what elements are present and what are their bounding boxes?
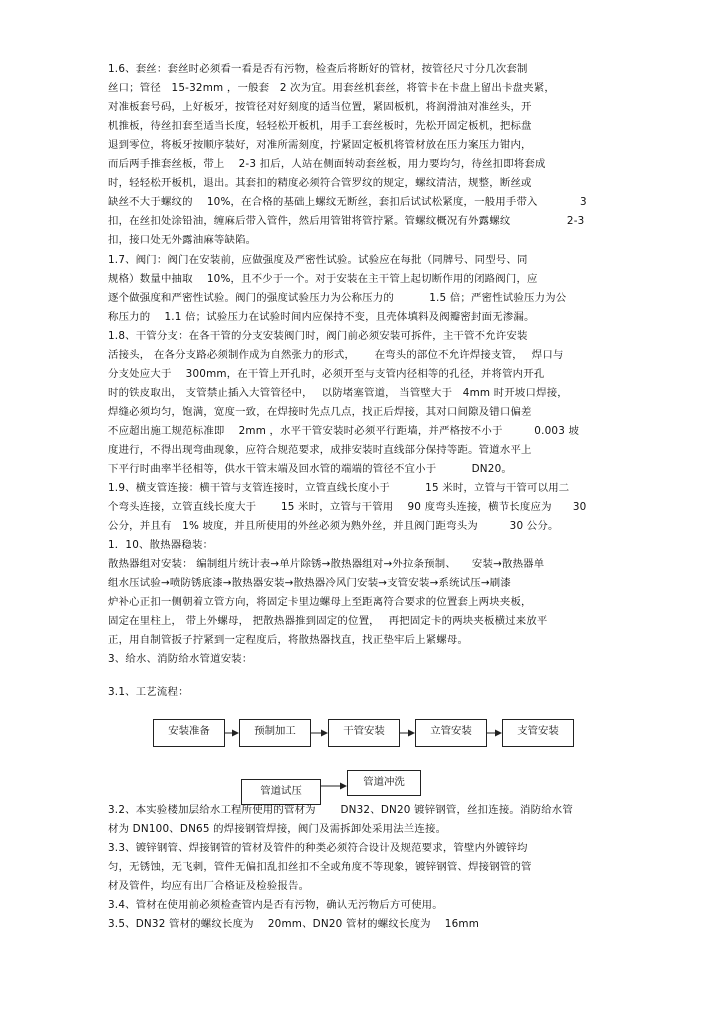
para-1-7-line-1: 1.7、阀门：阀门在安装前，应做强度及严密性试验。试验应在每批（同牌号、同型号、同 <box>108 254 528 266</box>
para-3-3-line-2: 匀，无锈蚀，无飞刺，管件无偏扣乱扣丝扣不全或角度不等现象，镀锌钢管、焊接钢管的管 <box>108 861 532 873</box>
flow-step-pressure-test: 管道试压 <box>241 779 321 805</box>
para-3-4: 3.4、管材在使用前必须检查管内是否有污物，确认无污物后方可使用。 <box>108 899 443 911</box>
flow-step-main-pipe: 干管安装 <box>328 719 400 747</box>
flow-step-prepare: 安装准备 <box>153 719 225 747</box>
para-1-8-line-2: 活接头， 在各分支路必须制作成为自然张力的形式， 在弯头的部位不允许焊接支管， 焊口与 <box>108 349 564 361</box>
section-3-heading: 3、给水、消防给水管道安装： <box>108 653 253 665</box>
para-1-6-line-3: 对准板套号码，上好板牙，按管径对好刻度的适当位置，紧固板机，将润滑油对准丝头，开 <box>108 101 532 113</box>
para-1-10-line-4: 固定在里柱上， 带上外螺母， 把散热器推到固定的位置， 再把固定卡的两块夹板横过来放平 <box>108 615 548 627</box>
para-1-10-heading: 1．10、散热器稳装： <box>108 539 214 551</box>
para-1-6-line-4: 机推板，待丝扣套至适当长度，轻轻松开板机，用手工套丝板时，先松开固定板机，把标盘 <box>108 120 532 132</box>
para-1-6-line-6: 而后两手推套丝板，带上 2-3 扣后，人站在侧面转动套丝板，用力要均匀，待丝扣即将套成 <box>108 158 546 170</box>
section-3-1-heading: 3.1、工艺流程： <box>108 686 189 698</box>
para-1-6-line-5: 退到零位，将板牙按顺序装好，对准所需刻度，拧紧固定板机将管材放在压力案压力钳内， <box>108 139 532 151</box>
para-1-9-line-2: 个弯头连接，立管直线长度大于 15 米时，立管与干管用 90 度弯头连接，横节长度应为 30 <box>108 501 587 513</box>
para-1-8-line-3: 分支处应大于 300mm，在干管上开孔时，必须开至与支管内径相等的孔径，并将管内开孔 <box>108 368 545 380</box>
para-1-9-line-3: 公分，并且有 1% 坡度，并且所使用的外丝必须为熟外丝，并且阀门距弯头为 30 公分。 <box>108 520 559 532</box>
para-1-6-line-8: 缺丝不大于螺纹的 10%，在合格的基础上螺纹无断丝，套扣后试试松紧度，一般用手带入 3 <box>108 196 587 208</box>
para-1-8-line-7: 度进行，不得出现弯曲现象，应符合规范要求，成排安装时直线部分保持等距。管道水平上 <box>108 444 532 456</box>
para-1-7-line-2: 规格）数量中抽取 10%，且不少于一个。对于安装在主干管上起切断作用的闭路阀门，应 <box>108 273 538 285</box>
para-1-7-line-4: 称压力的 1.1 倍；试验压力在试验时间内应保持不变，且壳体填料及阀瓣密封面无渗漏。 <box>108 311 535 323</box>
para-3-5: 3.5、DN32 管材的螺纹长度为 20mm、DN20 管材的螺纹长度为 16mm <box>108 918 480 930</box>
para-1-8-line-1: 1.8、干管分支：在各干管的分支安装阀门时，阀门前必须安装可拆件，主干管不允许安装 <box>108 330 528 342</box>
para-1-6-line-10: 扣，接口处无外露油麻等缺陷。 <box>108 234 257 246</box>
flow-step-flush: 管道冲洗 <box>347 770 421 796</box>
para-1-8-line-5: 焊缝必须均匀，饱满，宽度一致，在焊接时先点几点，找正后焊接，其对口间隙及错口偏差 <box>108 406 532 418</box>
para-1-6-line-2: 丝口；管径 15-32mm ，一般套 2 次为宜。用套丝机套丝，将管卡在卡盘上留出卡盘夹紧， <box>108 82 555 94</box>
flow-step-riser: 立管安装 <box>415 719 487 747</box>
para-1-8-line-8: 下平行时曲率半径相等，供水干管末端及回水管的端端的管径不宜小于 DN20。 <box>108 463 512 475</box>
para-3-2-line-1: 3.2、本实验楼加层给水工程所使用的管材为 DN32、DN20 镀锌钢管，丝扣连接。消防给水管 <box>108 804 573 816</box>
flow-step-prefab: 预制加工 <box>239 719 311 747</box>
para-1-7-line-3: 逐个做强度和严密性试验。阀门的强度试验压力为公称压力的 1.5 倍；严密性试验压力为公 <box>108 292 567 304</box>
para-1-8-line-4: 时的铁皮取出， 支管禁止插入大管管径中， 以防堵塞管道， 当管壁大于 4mm 时开坡口焊接， <box>108 387 568 399</box>
para-1-9-line-1: 1.9、横支管连接：横干管与支管连接时，立管直线长度小于 15 米时，立管与干管可以用二 <box>108 482 570 494</box>
para-3-3-line-3: 材及管件，均应有出厂合格证及检验报告。 <box>108 880 310 892</box>
para-1-6-line-1: 1.6、套丝：套丝时必须看一看是否有污物，检查后将断好的管材，按管径尺寸分几次套制 <box>108 63 528 75</box>
para-1-6-line-9: 扣，在丝扣处涂铅油，缠麻后带入管件，然后用管钳将管拧紧。管螺纹概况有外露螺纹 2-3 <box>108 215 585 227</box>
flow-step-branch: 支管安装 <box>502 719 574 747</box>
para-3-3-line-1: 3.3、镀锌钢管、焊接钢管的管材及管件的种类必须符合设计及规范要求，管壁内外镀锌均 <box>108 842 528 854</box>
para-1-6-line-7: 时，轻轻松开板机，退出。其套扣的精度必须符合管罗纹的规定，螺纹清洁，规整，断丝或 <box>108 177 532 189</box>
para-1-10-line-2: 组水压试验→喷防锈底漆→散热器安装→散热器冷风门安装→支管安装→系统试压→刷漆 <box>108 577 511 589</box>
para-1-10-line-1: 散热器组对安装： 编制组片统计表→单片除锈→散热器组对→外拉条预制、 安装→散热器单 <box>108 558 545 570</box>
para-3-2-line-2: 材为 DN100、DN65 的焊接钢管焊接，阀门及需拆卸处采用法兰连接。 <box>108 823 447 835</box>
para-1-10-line-5: 正，用自制管扳子拧紧到一定程度后，将散热器找直，找正垫牢后上紧螺母。 <box>108 634 469 646</box>
para-1-10-line-3: 炉补心正扣一侧朝着立管方向，将固定卡里边螺母上至距离符合要求的位置套上两块夹板， <box>108 596 532 608</box>
para-1-8-line-6: 不应超出施工规范标准即 2mm ，水平干管安装时必须平行距墙，并严格按不小于 0.003 坡 <box>108 425 580 437</box>
